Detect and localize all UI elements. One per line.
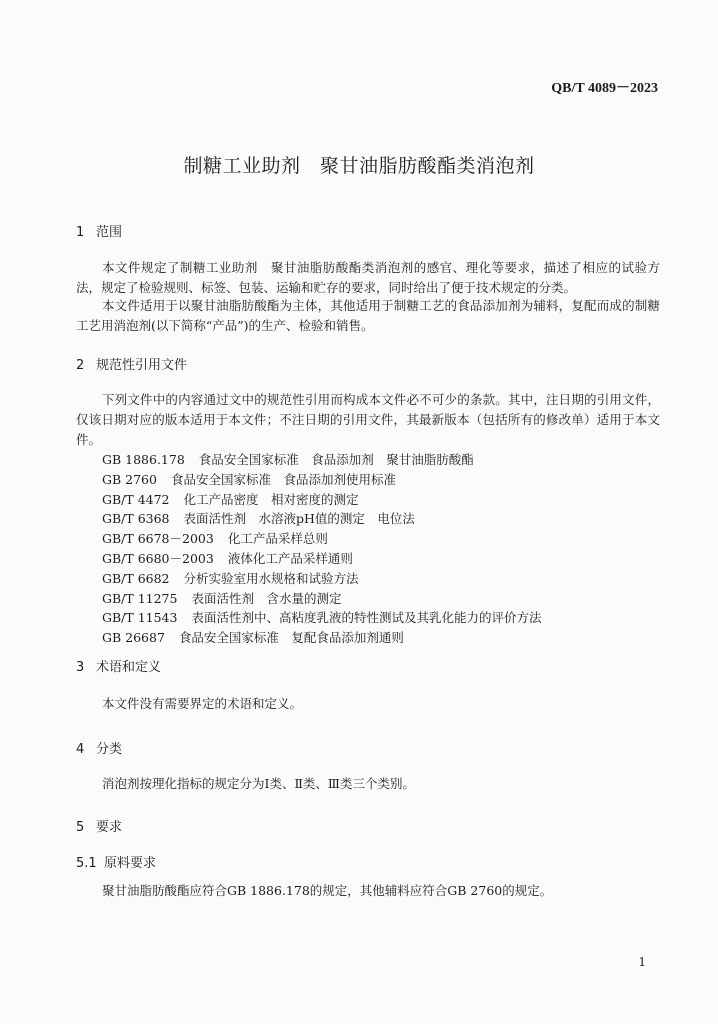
reference-item: GB/T 4472 化工产品密度 相对密度的测定 bbox=[102, 491, 359, 507]
section-number: 3 bbox=[76, 660, 85, 675]
standard-code: QB/T 4089－2023 bbox=[551, 81, 658, 96]
section-title: 分类 bbox=[96, 742, 123, 757]
subsection-heading-raw-materials bbox=[76, 852, 156, 871]
section-title: 要求 bbox=[96, 820, 123, 835]
terms-text: 本文件没有需要界定的术语和定义。 bbox=[102, 696, 303, 711]
subsection-number: 5.1 bbox=[76, 856, 97, 871]
reference-item: GB/T 6368 表面活性剂 水溶液pH值的测定 电位法 bbox=[102, 511, 415, 527]
document-title: 制糖工业助剂 聚甘油脂肪酸酯类消泡剂 bbox=[183, 155, 535, 177]
reference-item: GB 2760 食品安全国家标准 食品添加剂使用标准 bbox=[102, 471, 396, 487]
section-number: 2 bbox=[76, 358, 85, 373]
scope-paragraph-2: 本文件适用于以聚甘油脂肪酸酯为主体，其他适用于制糖工艺的食品添加剂为辅料，复配而成的制糖工艺用消泡剂(以下简称“产品”)的生产、检验和销售。 bbox=[76, 298, 660, 333]
reference-item: GB/T 11543 表面活性剂中、高粘度乳液的特性测试及其乳化能力的评价方法 bbox=[102, 610, 542, 626]
scope-paragraph-1: 本文件规定了制糖工业助剂 聚甘油脂肪酸酯类消泡剂的感官、理化等要求，描述了相应的试验方法，规定了检验规则、标签、包装、运输和贮存的要求，同时给出了便于技术规定的分类。 bbox=[76, 260, 660, 295]
classification-text: 消泡剂按理化指标的规定分为Ⅰ类、Ⅱ类、Ⅲ类三个类别。 bbox=[102, 776, 415, 791]
section-heading-classification bbox=[76, 738, 122, 757]
reference-item: GB/T 6678－2003 化工产品采样总则 bbox=[102, 531, 328, 547]
section-title: 术语和定义 bbox=[96, 660, 162, 675]
section-title: 范围 bbox=[96, 225, 123, 240]
reference-item: GB 26687 食品安全国家标准 复配食品添加剂通则 bbox=[102, 630, 404, 646]
section-heading-terms bbox=[76, 656, 161, 675]
reference-item: GB/T 6680－2003 液体化工产品采样通则 bbox=[102, 550, 353, 566]
page-number: 1 bbox=[638, 955, 646, 969]
section-title: 规范性引用文件 bbox=[96, 358, 188, 373]
reference-list bbox=[102, 450, 541, 648]
raw-materials-text: 聚甘油脂肪酸酯应符合GB 1886.178的规定，其他辅料应符合GB 2760的规定。 bbox=[102, 883, 553, 898]
section-number: 1 bbox=[76, 225, 85, 240]
normative-intro: 下列文件中的内容通过文中的规范性引用而构成本文件必不可少的条款。其中，注日期的引用文件，仅该日期对应的版本适用于本文件；不注日期的引用文件，其最新版本（包括所有的修改单）适用于本文件。 bbox=[76, 392, 660, 447]
section-heading-requirements bbox=[76, 816, 122, 835]
section-heading-normative bbox=[76, 354, 187, 373]
reference-item: GB/T 11275 表面活性剂 含水量的测定 bbox=[102, 590, 342, 606]
reference-item: GB/T 6682 分析实验室用水规格和试验方法 bbox=[102, 570, 359, 586]
reference-item: GB 1886.178 食品安全国家标准 食品添加剂 聚甘油脂肪酸酯 bbox=[102, 452, 474, 467]
section-number: 5 bbox=[76, 820, 85, 835]
section-number: 4 bbox=[76, 742, 85, 757]
section-heading-scope bbox=[76, 221, 122, 240]
subsection-title: 原料要求 bbox=[104, 856, 157, 871]
